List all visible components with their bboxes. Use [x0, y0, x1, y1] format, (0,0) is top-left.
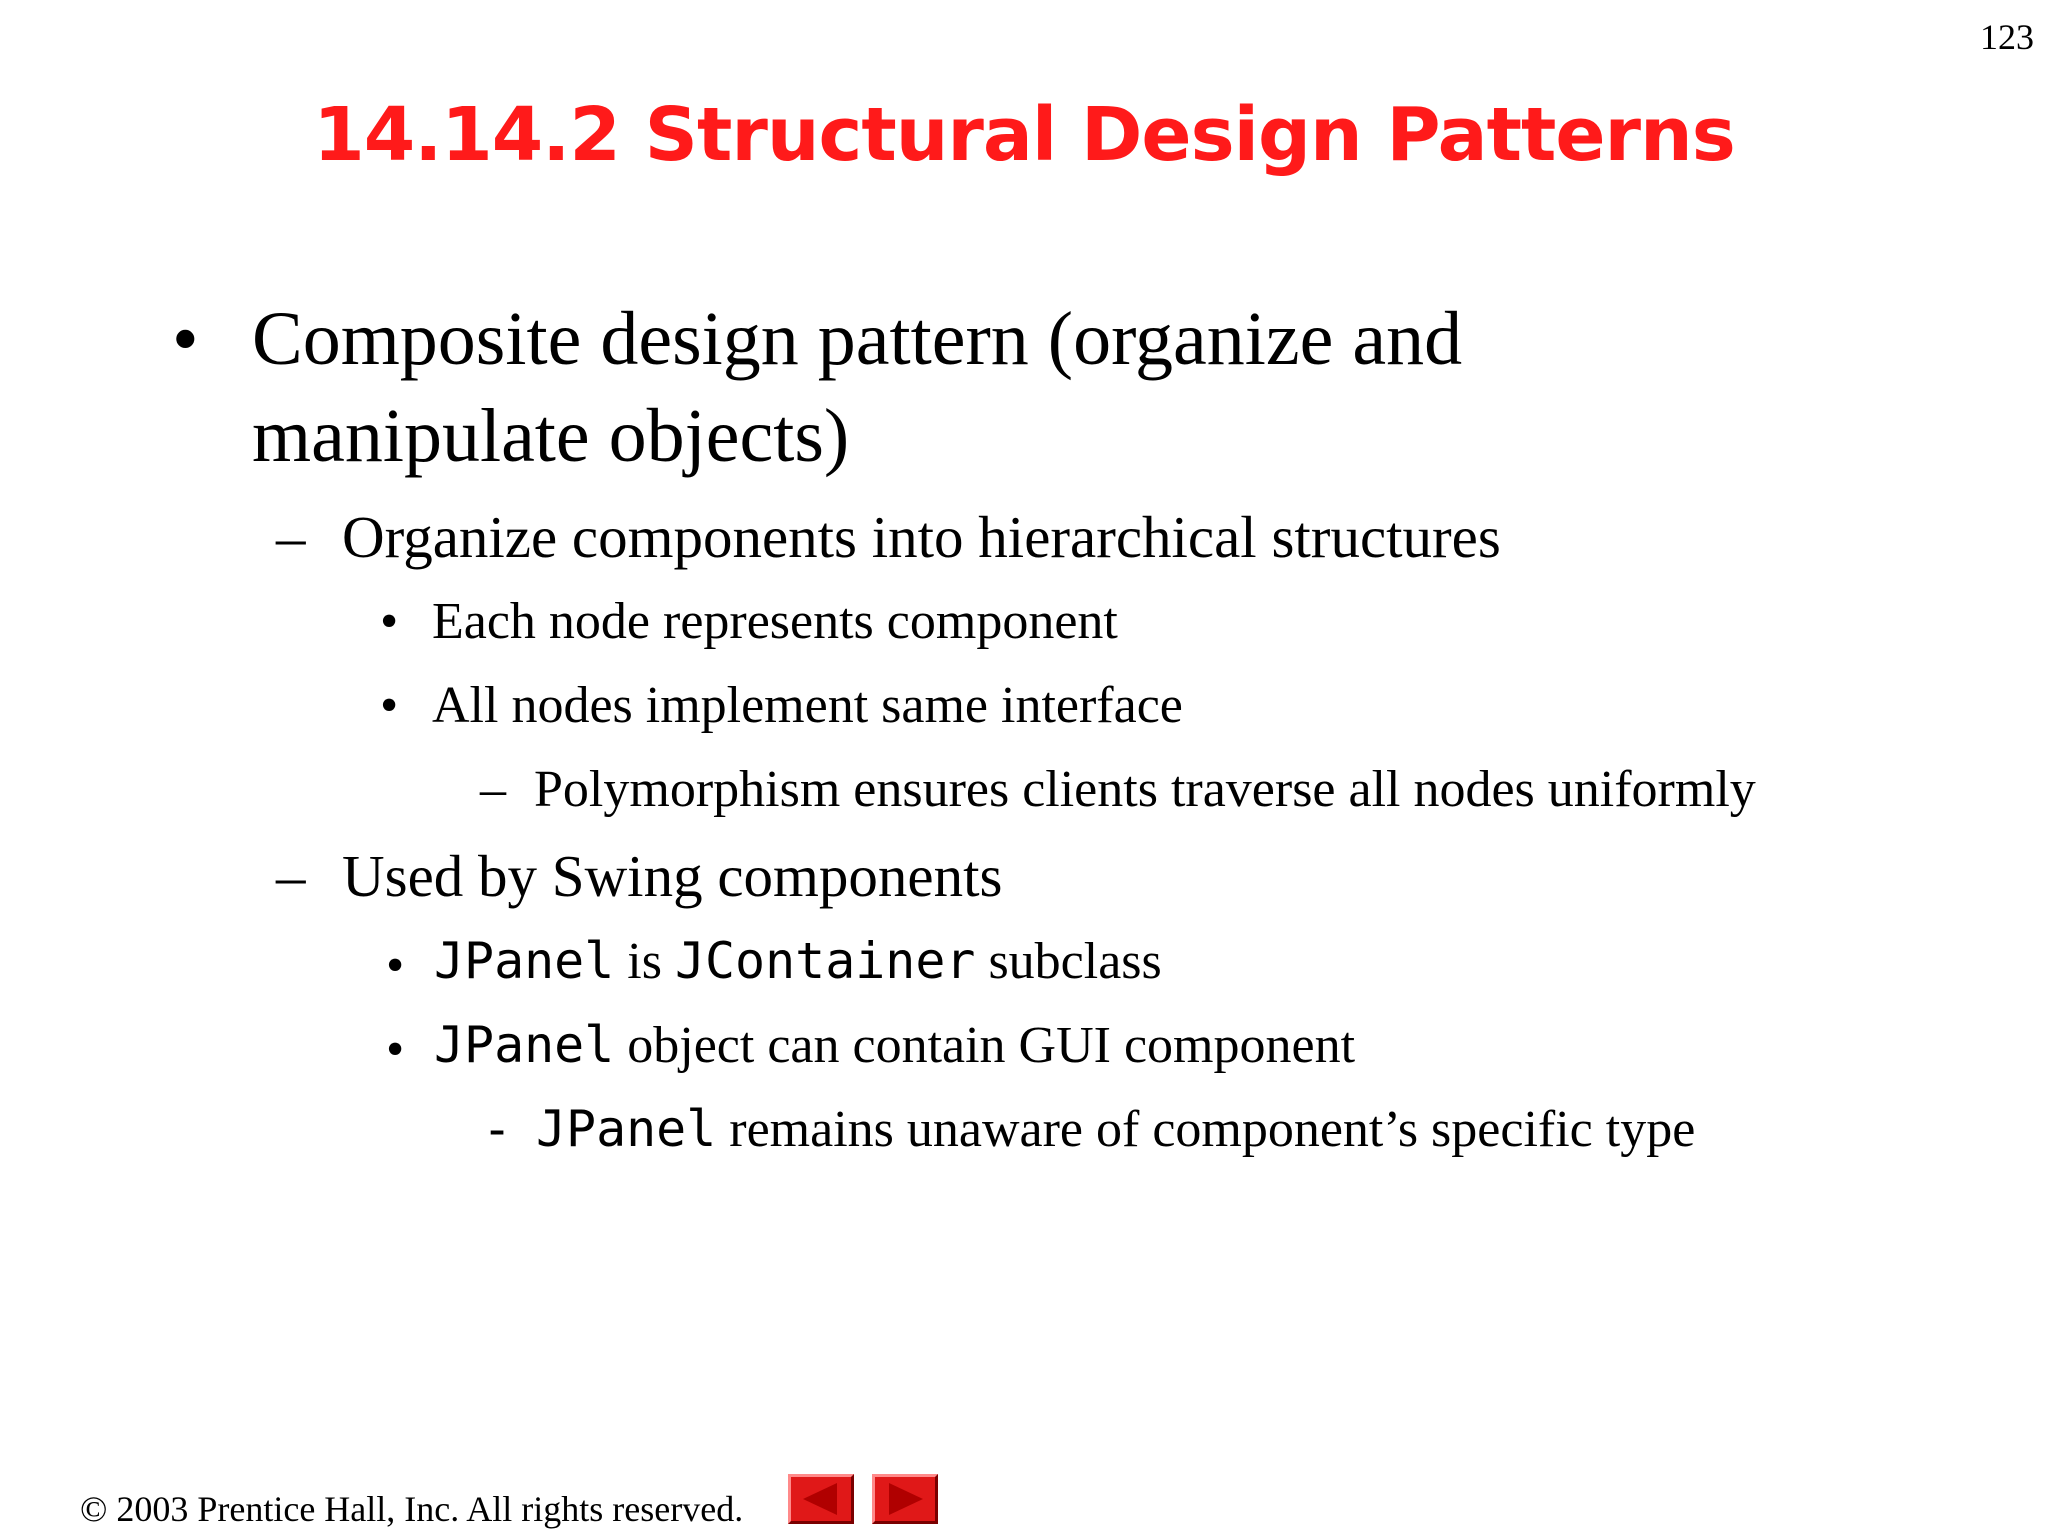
text-is: is	[614, 933, 675, 990]
bullet-marker: •	[380, 677, 399, 734]
bullet-text: Composite design pattern (organize and	[252, 297, 1463, 381]
bullet-marker: •	[380, 593, 399, 650]
dash-marker: -	[482, 1100, 513, 1158]
next-slide-button[interactable]	[872, 1474, 938, 1524]
text-subclass: subclass	[975, 933, 1162, 990]
page-number: 123	[1980, 17, 2034, 57]
bullet-marker: •	[386, 937, 405, 994]
right-arrow-icon	[875, 1477, 935, 1521]
text-remains-unaware: remains unaware of component’s specific type	[716, 1101, 1696, 1158]
slide-title: 14.14.2 Structural Design Patterns	[313, 92, 1735, 178]
level4-text: Polymorphism ensures clients traverse all nodes uniformly	[534, 761, 1756, 818]
sub-bullet-text: Organize components into hierarchical structures	[342, 504, 1501, 570]
dash-marker: –	[276, 504, 306, 570]
sub-bullet-text: Used by Swing components	[342, 843, 1003, 909]
sub-sub-bullet-text: All nodes implement same interface	[432, 677, 1183, 734]
bullet-marker: •	[172, 297, 199, 381]
previous-slide-button[interactable]	[788, 1474, 854, 1524]
text-object-contain: object can contain GUI component	[614, 1017, 1356, 1074]
sub-sub-bullet-text: Each node represents component	[432, 593, 1118, 650]
copyright-footer: © 2003 Prentice Hall, Inc. All rights reserved.	[80, 1489, 744, 1529]
dash-marker: –	[276, 843, 306, 909]
left-arrow-icon	[791, 1477, 851, 1521]
code-jpanel: JPanel	[434, 1016, 615, 1074]
bullet-marker: •	[386, 1021, 405, 1078]
code-jcontainer: JContainer	[674, 932, 976, 990]
level4-text	[536, 1100, 1695, 1159]
bullet-text: manipulate objects)	[252, 394, 850, 478]
sub-sub-bullet-text	[434, 932, 1162, 991]
dash-marker: –	[480, 761, 506, 818]
sub-sub-bullet-text	[434, 1016, 1355, 1075]
code-jpanel: JPanel	[434, 932, 615, 990]
code-jpanel: JPanel	[536, 1100, 717, 1158]
